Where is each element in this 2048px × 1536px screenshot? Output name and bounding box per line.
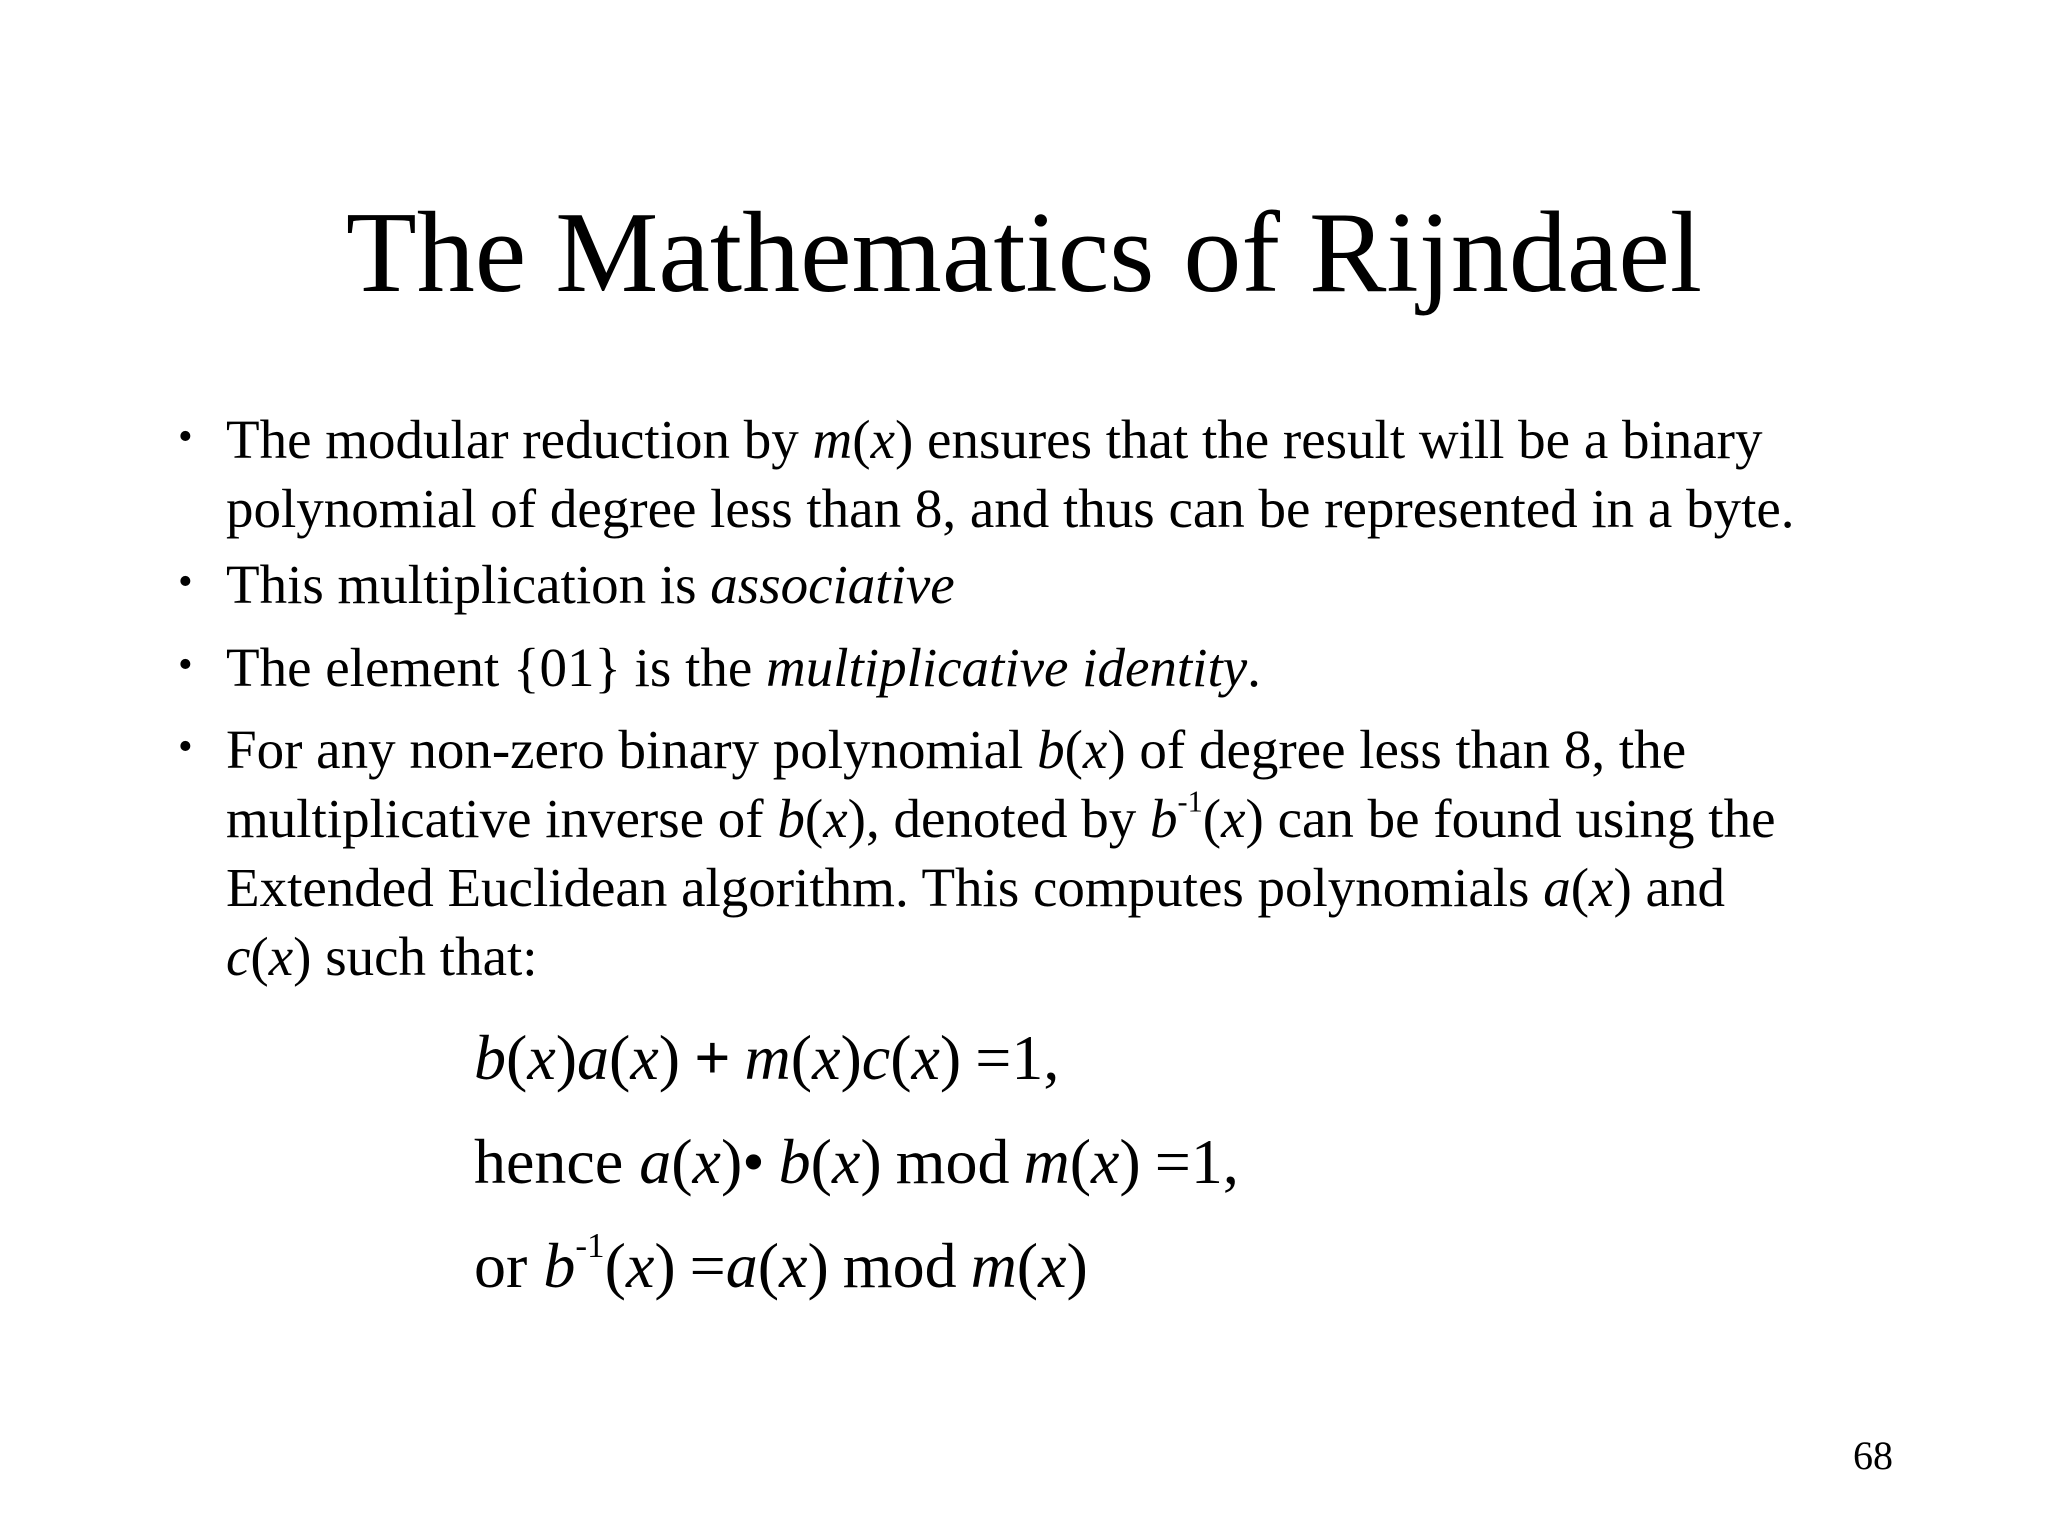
bullet-line: Extended Euclidean algorithm. This computes polynomials a(x) and [226, 857, 1725, 918]
bullet-line: For any non-zero binary polynomial b(x) of degree less than 8, the [226, 719, 1687, 780]
bullet-line: multiplicative inverse of b(x), denoted by $b^{-1}(x)$ can be found using the [226, 784, 1776, 849]
bullet-identity [178, 633, 1906, 702]
equation-inverse: or $b^{-1}(x) =a(x)$ mod m(x) [474, 1226, 1088, 1301]
bullet-associative [178, 550, 1906, 619]
bullet-dot-icon: • [178, 642, 193, 688]
equation-bezout: b(x)a(x) + m(x)c(x) =1, [474, 1022, 1060, 1093]
bullet-dot-icon: • [178, 724, 193, 770]
bullet-dot-icon: • [178, 414, 193, 460]
bullet-inverse [178, 715, 1906, 991]
slide-title: The Mathematics of Rijndael [345, 189, 1703, 317]
bullet-dot-icon: • [178, 559, 193, 605]
bullet-modular-reduction [178, 405, 1906, 543]
bullet-line: polynomial of degree less than 8, and thus can be represented in a byte. [226, 478, 1795, 539]
bullet-line: This multiplication is associative [226, 554, 955, 615]
bullet-line: The element {01} is the multiplicative identity. [226, 637, 1261, 698]
bullet-line: c(x) such that: [226, 926, 538, 987]
equation-hence: hence a(x)• b(x) mod m(x) =1, [474, 1126, 1239, 1197]
bullet-line: The modular reduction by m(x) ensures that the result will be a binary [226, 409, 1763, 470]
page-number: 68 [1853, 1433, 1893, 1478]
